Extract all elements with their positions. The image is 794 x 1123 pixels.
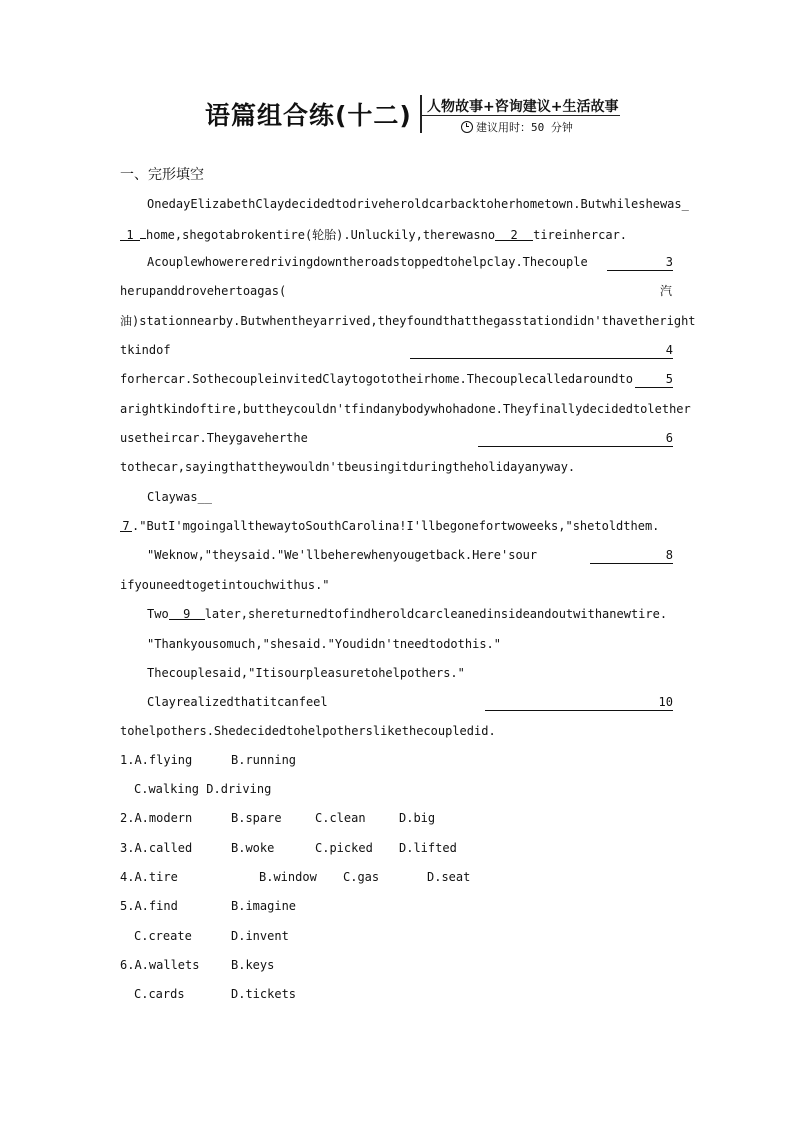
question-5: 5.A.find — [120, 899, 178, 913]
passage-line: "Thankyousomuch,"shesaid."Youdidn'tneedtodothis." — [147, 637, 502, 651]
option[interactable]: A.find — [134, 899, 178, 913]
option[interactable]: B.woke — [231, 841, 275, 855]
option[interactable]: D.seat — [427, 870, 471, 884]
option-row — [134, 782, 271, 796]
passage-line: arightkindoftire,buttheycouldn'tfindanybodywhohadone.Theyfinallydecidedtolether — [120, 402, 691, 416]
blank-2[interactable]: 2 — [495, 227, 533, 241]
option[interactable]: B.window — [259, 870, 317, 884]
question-6: 6.A.wallets — [120, 958, 200, 972]
passage-line: "Weknow,"theysaid."We'llbeherewhenyougetback.Here'sour — [147, 548, 538, 562]
option[interactable]: C.walking — [134, 782, 200, 796]
topic-subtitle: 人物故事+咨询建议+生活故事 — [427, 99, 619, 115]
option[interactable]: A.wallets — [134, 958, 200, 972]
blank-4[interactable]: 4 — [410, 342, 673, 359]
passage-line: forhercar.SothecoupleinvitedClaytogototheirhome.Thecouplecalledaroundto — [120, 372, 633, 386]
option[interactable]: D.big — [399, 811, 436, 825]
passage-line: Claywas__ — [147, 490, 213, 504]
blank-8[interactable]: 8 — [590, 547, 673, 564]
passage-line: Clayrealizedthatitcanfeel — [147, 695, 328, 709]
clock-icon — [461, 121, 473, 133]
passage-line — [478, 430, 673, 447]
passage-line: Thecouplesaid,"Itisourpleasuretohelpothers." — [147, 666, 465, 680]
option[interactable]: A.called — [134, 841, 193, 855]
passage-line — [590, 547, 673, 564]
passage-line: 汽 — [660, 284, 673, 298]
question-2: 2.A.modern — [120, 811, 193, 825]
passage-line — [410, 342, 673, 359]
passage-line: 1 home,shegotabrokentire(轮胎).Unluckily,therewasno 2 tireinhercar. — [120, 225, 627, 243]
option[interactable]: D.driving — [206, 782, 272, 796]
option[interactable]: C.picked — [315, 841, 373, 855]
blank-1[interactable]: 1 — [120, 227, 140, 241]
option[interactable]: C.create — [134, 929, 192, 943]
option[interactable]: A.flying — [134, 753, 193, 767]
option[interactable]: A.tire — [134, 870, 178, 884]
option[interactable]: C.clean — [315, 811, 366, 825]
passage-line: Acouplewhowereredrivingdowntheroadstoppedtohelpclay.Thecouple — [147, 255, 588, 269]
passage-line: herupanddrovehertoagas( — [120, 284, 287, 298]
blank-10[interactable]: 10 — [485, 694, 673, 711]
passage-line: usetheircar.Theygaveherthe — [120, 431, 308, 445]
passage-line: ifyouneedtogetintouchwithus." — [120, 578, 330, 592]
blank-6[interactable]: 6 — [478, 430, 673, 447]
section-title: 一、完形填空 — [120, 167, 204, 183]
blank-5[interactable]: 5 — [635, 371, 673, 388]
page-title: 语篇组合练(十二) — [205, 101, 412, 130]
title-divider — [420, 95, 422, 133]
option[interactable]: B.running — [231, 753, 297, 767]
option[interactable]: B.imagine — [231, 899, 297, 913]
subtitle-underline — [422, 115, 620, 116]
blank-3[interactable]: 3 — [607, 254, 673, 271]
blank-9[interactable]: 9 — [169, 606, 205, 620]
time-note-text: 建议用时：50 分钟 — [476, 121, 573, 134]
option[interactable]: C.cards — [134, 987, 185, 1001]
passage-line — [485, 694, 673, 711]
passage-line — [635, 371, 673, 388]
option[interactable]: B.keys — [231, 958, 275, 972]
question-4: 4.A.tire — [120, 870, 178, 884]
passage-line — [607, 254, 673, 271]
blank-7[interactable]: 7 — [120, 518, 132, 532]
passage-line: tothecar,sayingthattheywouldn'tbeusingitduringtheholidayanyway. — [120, 460, 576, 474]
option[interactable]: D.tickets — [231, 987, 297, 1001]
option[interactable]: B.spare — [231, 811, 282, 825]
time-note — [461, 119, 573, 135]
option[interactable]: C.gas — [343, 870, 380, 884]
option[interactable]: A.modern — [134, 811, 193, 825]
option[interactable]: D.invent — [231, 929, 289, 943]
passage-line: OnedayElizabethClaydecidedtodriveheroldcarbacktoherhometown.Butwhileshewas_ — [147, 197, 689, 211]
question-3: 3.A.called — [120, 841, 193, 855]
passage-line: 油)stationnearby.Butwhentheyarrived,theyfoundthatthegasstationdidn'thavetheright — [120, 314, 696, 328]
option[interactable]: D.lifted — [399, 841, 457, 855]
passage-line: tkindof — [120, 343, 171, 357]
passage-line: 7 ."ButI'mgoingallthewaytoSouthCarolina!I'llbegonefortwoweeks,"shetoldthem. — [120, 518, 659, 534]
passage-line: Two 9 later,shereturnedtofindheroldcarcleanedinsideandoutwithanewtire. — [147, 607, 668, 621]
passage-line: tohelpothers.Shedecidedtohelpotherslikethecoupledid. — [120, 724, 496, 738]
question-1: 1.A.flying — [120, 753, 193, 767]
